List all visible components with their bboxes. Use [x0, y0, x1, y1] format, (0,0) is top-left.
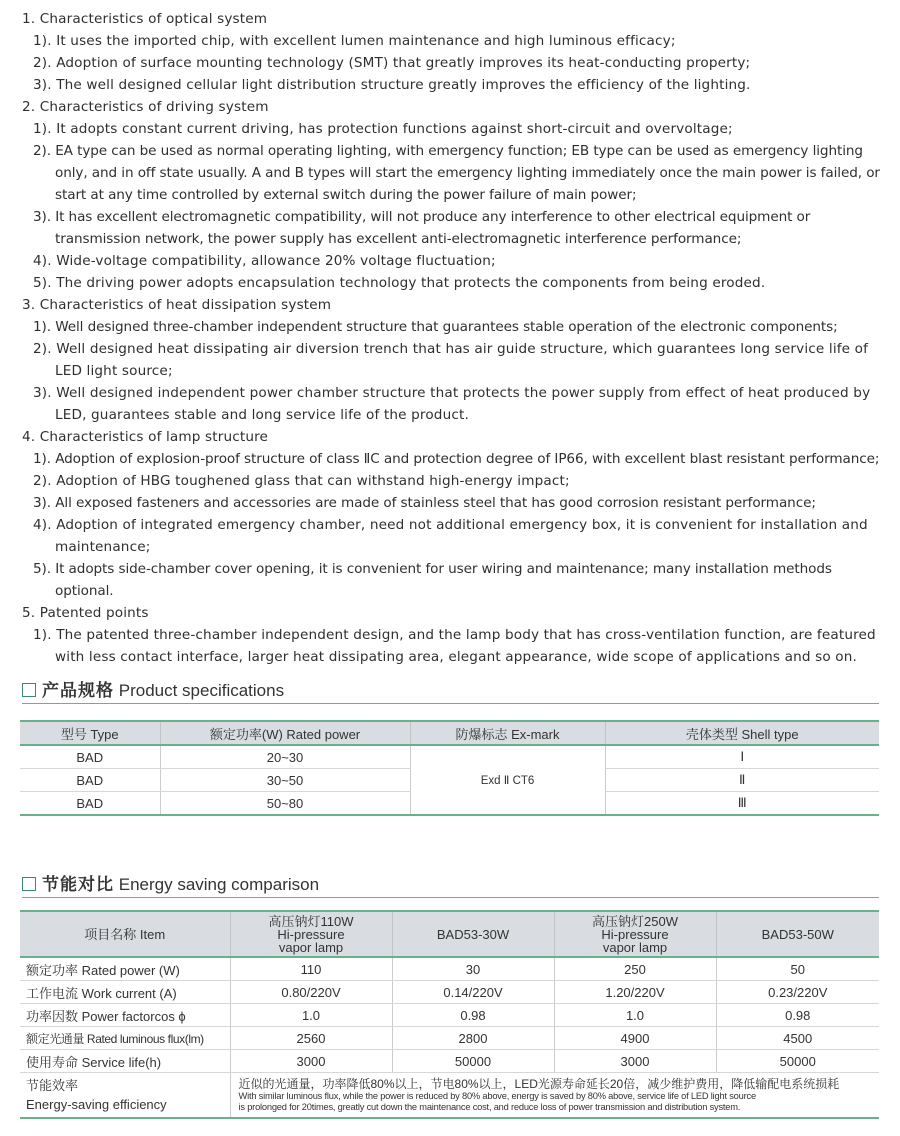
- feature-item: 1). It adopts constant current driving, has protection functions against short-circuit and overvoltage;: [33, 121, 733, 137]
- column-header: [392, 911, 554, 957]
- value-cell: 1.0: [554, 1004, 716, 1027]
- section-title: 2. Characteristics of driving system: [22, 99, 269, 115]
- table-header-row: [20, 721, 879, 745]
- shell-cell: Ⅲ: [605, 792, 879, 816]
- header-text: Hi-pressure: [277, 926, 345, 942]
- value-cell: 2800: [392, 1027, 554, 1050]
- power-cell: 30~50: [160, 769, 410, 792]
- heading-rule: [22, 703, 879, 704]
- value-cell: 0.98: [716, 1004, 879, 1027]
- column-header: [20, 911, 230, 957]
- feature-item: 3). The well designed cellular light distribution structure greatly improves the efficiency of the lighting.: [33, 77, 751, 93]
- energy-heading: [22, 870, 879, 895]
- header-text: BAD53-30W: [436, 926, 510, 942]
- header-text-cn: 高压钠灯110W: [268, 913, 354, 929]
- column-header: 壳体类型 Shell type: [605, 721, 879, 745]
- spec-heading-cn: 产品规格: [42, 681, 114, 701]
- value-cell: 4500: [716, 1027, 879, 1050]
- spec-heading: [22, 676, 879, 701]
- energy-heading-cn: 节能对比: [42, 875, 114, 895]
- features-list: [22, 8, 892, 668]
- exmark-cell: Exd Ⅱ CT6: [410, 745, 605, 815]
- power-cell: 20~30: [160, 745, 410, 769]
- value-cell: 50000: [716, 1050, 879, 1073]
- type-cell: BAD: [20, 769, 160, 792]
- table-row: [20, 1027, 879, 1050]
- value-cell: 1.20/220V: [554, 981, 716, 1004]
- value-cell: 0.23/220V: [716, 981, 879, 1004]
- value-cell: 0.80/220V: [230, 981, 392, 1004]
- feature-item: 4). Adoption of integrated emergency chamber, need not additional emergency box, it is convenient for installation and maintenance;: [33, 517, 868, 555]
- type-cell: BAD: [20, 792, 160, 816]
- row-label: 工作电流 Work current (A): [20, 981, 230, 1004]
- shell-cell: Ⅰ: [605, 745, 879, 769]
- section-title: 5. Patented points: [22, 605, 149, 621]
- energy-heading-en: Energy saving comparison: [118, 875, 320, 894]
- value-cell: 3000: [554, 1050, 716, 1073]
- section-title: 3. Characteristics of heat dissipation system: [22, 297, 332, 313]
- feature-item: 1). The patented three-chamber independent design, and the lamp body that has cross-ventilation function, are featured with less contact interface, larger heat dissipating area, elegant appearance, wide scope of applications and so on.: [33, 627, 876, 665]
- feature-item: 3). Well designed independent power chamber structure that protects the power supply from effect of heat produced by LED, guarantees stable and long service life of the product.: [33, 385, 871, 423]
- feature-item: 2). Adoption of HBG toughened glass that can withstand high-energy impact;: [33, 473, 570, 489]
- feature-item: 4). Wide-voltage compatibility, allowance 20% voltage fluctuation;: [33, 253, 496, 269]
- row-label: 使用寿命 Service life(h): [20, 1050, 230, 1073]
- value-cell: 50000: [392, 1050, 554, 1073]
- value-cell: 3000: [230, 1050, 392, 1073]
- efficiency-label-cn: 节能效率: [26, 1078, 79, 1093]
- table-row: [20, 1004, 879, 1027]
- header-text: vapor lamp: [602, 939, 668, 955]
- efficiency-text-en: is prolonged for 20times, greatly cut down the maintenance cost, and reduce loss of power transmission and distribution system.: [238, 1102, 741, 1112]
- type-cell: BAD: [20, 745, 160, 769]
- section-title: 1. Characteristics of optical system: [22, 11, 268, 27]
- heading-rule: [22, 897, 879, 898]
- column-header: 额定功率(W) Rated power: [160, 721, 410, 745]
- value-cell: 250: [554, 957, 716, 981]
- feature-section: [22, 602, 892, 668]
- feature-section: [22, 426, 892, 602]
- spec-heading-en: Product specifications: [118, 681, 285, 700]
- value-cell: 0.14/220V: [392, 981, 554, 1004]
- value-cell: 50: [716, 957, 879, 981]
- column-header: [230, 911, 392, 957]
- power-cell: 50~80: [160, 792, 410, 816]
- value-cell: 30: [392, 957, 554, 981]
- feature-section: [22, 96, 892, 294]
- table-row: [20, 745, 879, 769]
- value-cell: 0.98: [392, 1004, 554, 1027]
- efficiency-text-en: With similar luminous flux, while the power is reduced by 80% above, energy is saved by 80% above, service life of LED light source: [238, 1091, 756, 1101]
- value-cell: 2560: [230, 1027, 392, 1050]
- value-cell: 1.0: [230, 1004, 392, 1027]
- header-text: BAD53-50W: [761, 926, 834, 942]
- header-text: vapor lamp: [278, 939, 344, 955]
- header-text: 项目名称 Item: [84, 926, 166, 942]
- value-cell: 4900: [554, 1027, 716, 1050]
- feature-item: 5). The driving power adopts encapsulation technology that protects the components from being eroded.: [33, 275, 766, 291]
- feature-item: 3). It has excellent electromagnetic compatibility, will not produce any interference to other electrical equipment or transmission network, the power supply has excellent anti-electromagnetic interference performance;: [33, 209, 811, 247]
- feature-item: 2). EA type can be used as normal operating lighting, with emergency function; EB type can be used as emergency lighting only, and in off state usually. A and B types will start the emergency lighting immediately once the main power is failed, or start at any time controlled by external switch during the power failure of main power;: [33, 143, 880, 203]
- feature-item: 2). Adoption of surface mounting technology (SMT) that greatly improves its heat-conducting property;: [33, 55, 751, 71]
- feature-section: [22, 8, 892, 96]
- header-text-cn: 高压钠灯250W: [592, 913, 678, 929]
- feature-item: 3). All exposed fasteners and accessories are made of stainless steel that has good corrosion resistant performance;: [33, 495, 816, 511]
- feature-item: 1). It uses the imported chip, with excellent lumen maintenance and high luminous efficacy;: [33, 33, 676, 49]
- table-row: [20, 981, 879, 1004]
- efficiency-text-cell: [230, 1073, 879, 1119]
- header-text: Hi-pressure: [601, 926, 669, 942]
- efficiency-row: [20, 1073, 879, 1119]
- feature-item: 2). Well designed heat dissipating air diversion trench that has air guide structure, which guarantees long service life of LED light source;: [33, 341, 869, 379]
- row-label: 额定功率 Rated power (W): [20, 957, 230, 981]
- table-header-row: [20, 911, 879, 957]
- column-header: 型号 Type: [20, 721, 160, 745]
- efficiency-text-cn: 近似的光通量，功率降低80%以上，节电80%以上，LED光源寿命延长20倍，减少维护费用，降低输配电系统损耗: [238, 1077, 840, 1091]
- energy-table: [20, 910, 879, 1119]
- section-title: 4. Characteristics of lamp structure: [22, 429, 269, 445]
- table-row: [20, 1050, 879, 1073]
- checkbox-square-icon: [22, 683, 36, 697]
- feature-section: [22, 294, 892, 426]
- feature-item: 1). Adoption of explosion-proof structure of class ⅡC and protection degree of IP66, with excellent blast resistant performance;: [33, 451, 880, 467]
- shell-cell: Ⅱ: [605, 769, 879, 792]
- value-cell: 110: [230, 957, 392, 981]
- row-label: 额定光通量 Rated luminous flux(lm): [20, 1027, 230, 1050]
- column-header: [554, 911, 716, 957]
- feature-item: 1). Well designed three-chamber independent structure that guarantees stable operation of the electronic components;: [33, 319, 838, 335]
- efficiency-label-en: Energy-saving efficiency: [26, 1097, 167, 1112]
- row-label: [20, 1073, 230, 1119]
- column-header: [716, 911, 879, 957]
- column-header: 防爆标志 Ex-mark: [410, 721, 605, 745]
- spec-table: [20, 720, 879, 816]
- row-label: 功率因数 Power factorcos ϕ: [20, 1004, 230, 1027]
- checkbox-square-icon: [22, 877, 36, 891]
- feature-item: 5). It adopts side-chamber cover opening, it is convenient for user wiring and maintenance; many installation methods optional.: [33, 561, 832, 599]
- table-row: [20, 957, 879, 981]
